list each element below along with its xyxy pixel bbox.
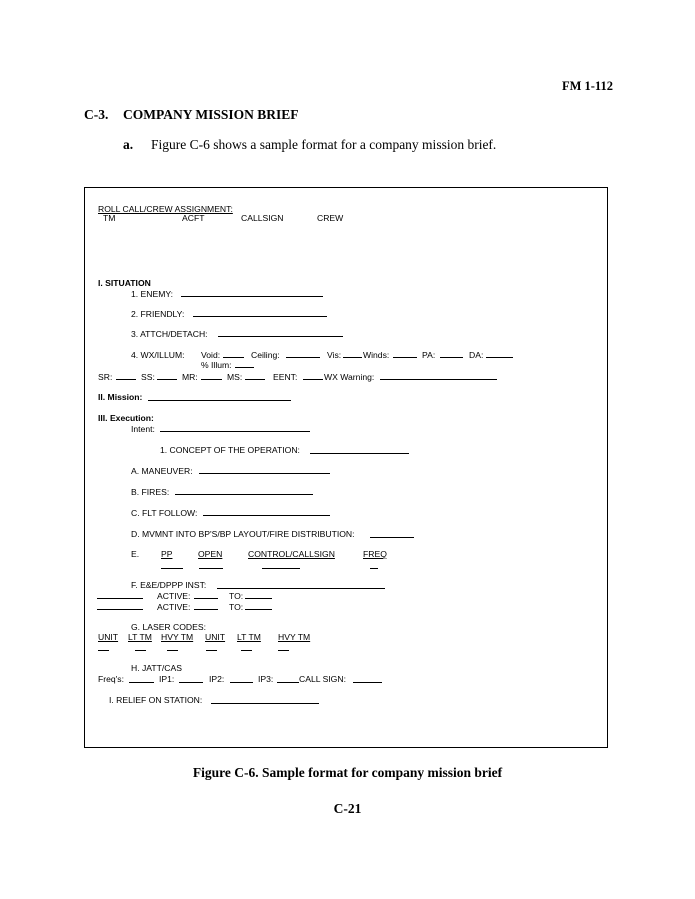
laser-lt-tm-2-field[interactable] — [241, 650, 252, 651]
e-col-freq: FREQ — [363, 549, 387, 559]
active-label-2: ACTIVE: — [157, 602, 191, 612]
fires-field[interactable] — [175, 494, 313, 495]
call-sign-label: CALL SIGN: — [299, 674, 346, 684]
call-sign-field[interactable] — [353, 682, 382, 683]
relief-on-station-field[interactable] — [211, 703, 319, 704]
ceiling-label: Ceiling: — [251, 350, 280, 360]
paragraph-text: Figure C-6 shows a sample format for a company mission brief. — [151, 137, 497, 152]
manual-id: FM 1-112 — [561, 79, 613, 93]
ee-field[interactable] — [217, 588, 385, 589]
ee-label: F. E&E/DPPP INST: — [131, 580, 207, 590]
active-field-1[interactable] — [194, 598, 218, 599]
laser-col-lt-tm-1: LT TM — [128, 632, 152, 642]
e-col-open: OPEN — [198, 549, 223, 559]
maneuver-field[interactable] — [199, 473, 330, 474]
ip1-field[interactable] — [179, 682, 203, 683]
to-field-1[interactable] — [245, 598, 272, 599]
section-title: COMPANY MISSION BRIEF — [123, 107, 299, 122]
laser-col-unit-2: UNIT — [205, 632, 226, 642]
intent-field[interactable] — [160, 431, 310, 432]
ss-label: SS: — [141, 372, 155, 382]
figure-caption: Figure C-6. Sample format for company mission brief — [192, 765, 503, 780]
ms-label: MS: — [227, 372, 243, 382]
laser-col-unit-1: UNIT — [98, 632, 119, 642]
friendly-field[interactable] — [193, 316, 327, 317]
laser-lt-tm-1-field[interactable] — [135, 650, 146, 651]
ms-field[interactable] — [245, 379, 265, 380]
wx-warning-field[interactable] — [380, 379, 497, 380]
paragraph-letter: a. — [123, 137, 134, 152]
void-label: Void: — [201, 350, 221, 360]
void-field[interactable] — [223, 357, 244, 358]
vis-field[interactable] — [343, 357, 362, 358]
wx-label: 4. WX/ILLUM: — [131, 350, 185, 360]
concept-label: 1. CONCEPT OF THE OPERATION: — [160, 445, 300, 455]
eent-field[interactable] — [303, 379, 323, 380]
intent-label: Intent: — [131, 424, 155, 434]
laser-unit-1-field[interactable] — [98, 650, 109, 651]
jatt-cas-label: H. JATT/CAS — [131, 663, 182, 673]
vis-label: Vis: — [327, 350, 342, 360]
maneuver-label: A. MANEUVER: — [131, 466, 193, 476]
roll-col-acft: ACFT — [182, 213, 205, 223]
da-label: DA: — [469, 350, 484, 360]
situation-heading: I. SITUATION — [98, 278, 151, 288]
ss-field[interactable] — [157, 379, 177, 380]
e-label: E. — [131, 549, 140, 559]
execution-heading: III. Execution: — [98, 413, 154, 423]
section-number: C-3. — [84, 107, 109, 122]
to-field-2[interactable] — [245, 609, 272, 610]
mr-label: MR: — [182, 372, 198, 382]
laser-col-hvy-tm-2: HVY TM — [278, 632, 311, 642]
roll-col-tm: TM — [103, 213, 116, 223]
fires-label: B. FIRES: — [131, 487, 170, 497]
pa-field[interactable] — [440, 357, 463, 358]
relief-on-station-label: I. RELIEF ON STATION: — [109, 695, 203, 705]
open-field[interactable] — [199, 568, 223, 569]
da-field[interactable] — [486, 357, 513, 358]
roll-col-callsign: CALLSIGN — [241, 213, 284, 223]
mr-field[interactable] — [201, 379, 222, 380]
ip3-field[interactable] — [277, 682, 299, 683]
to-label-2: TO: — [229, 602, 244, 612]
mvmnt-label: D. MVMNT INTO BP'S/BP LAYOUT/FIRE DISTRIBUTION: — [131, 529, 355, 539]
to-label-1: TO: — [229, 591, 244, 601]
laser-col-lt-tm-2: LT TM — [237, 632, 261, 642]
enemy-label: 1. ENEMY: — [131, 289, 174, 299]
active-label-1: ACTIVE: — [157, 591, 191, 601]
sr-field[interactable] — [116, 379, 136, 380]
concept-field[interactable] — [310, 453, 409, 454]
e-col-pp: PP — [161, 549, 173, 559]
flt-follow-label: C. FLT FOLLOW: — [131, 508, 198, 518]
laser-col-hvy-tm-1: HVY TM — [161, 632, 194, 642]
ip1-label: IP1: — [159, 674, 175, 684]
ip2-field[interactable] — [230, 682, 253, 683]
e-col-control-callsign: CONTROL/CALLSIGN — [248, 549, 335, 559]
laser-codes-label: G. LASER CODES: — [131, 622, 206, 632]
laser-unit-2-field[interactable] — [206, 650, 217, 651]
wx-warning-label: WX Warning: — [324, 372, 375, 382]
ip2-label: IP2: — [209, 674, 225, 684]
laser-hvy-tm-2-field[interactable] — [278, 650, 289, 651]
illum-label: % Illum: — [201, 360, 232, 370]
enemy-field[interactable] — [181, 296, 323, 297]
flt-follow-field[interactable] — [203, 515, 330, 516]
ip3-label: IP3: — [258, 674, 274, 684]
ceiling-field[interactable] — [286, 357, 320, 358]
ee-line-2-field[interactable] — [97, 609, 143, 610]
pa-label: PA: — [422, 350, 436, 360]
mvmnt-field[interactable] — [370, 537, 414, 538]
mission-label: II. Mission: — [98, 392, 143, 402]
page-number: C-21 — [333, 801, 362, 816]
roll-call-heading: ROLL CALL/CREW ASSIGNMENT: — [98, 204, 233, 214]
eent-label: EENT: — [273, 372, 298, 382]
ee-line-1-field[interactable] — [97, 598, 143, 599]
attach-label: 3. ATTCH/DETACH: — [131, 329, 208, 339]
mission-brief-form — [84, 187, 608, 748]
winds-field[interactable] — [393, 357, 417, 358]
illum-field[interactable] — [235, 367, 254, 368]
control-callsign-field[interactable] — [262, 568, 300, 569]
pp-field[interactable] — [161, 568, 183, 569]
winds-label: Winds: — [363, 350, 390, 360]
attach-field[interactable] — [218, 336, 343, 337]
mission-field[interactable] — [148, 400, 291, 401]
freqs-field[interactable] — [129, 682, 154, 683]
friendly-label: 2. FRIENDLY: — [131, 309, 185, 319]
laser-hvy-tm-1-field[interactable] — [167, 650, 178, 651]
active-field-2[interactable] — [194, 609, 218, 610]
freqs-label: Freq's: — [98, 674, 124, 684]
sr-label: SR: — [98, 372, 113, 382]
freq-field[interactable] — [370, 568, 378, 569]
roll-col-crew: CREW — [317, 213, 344, 223]
